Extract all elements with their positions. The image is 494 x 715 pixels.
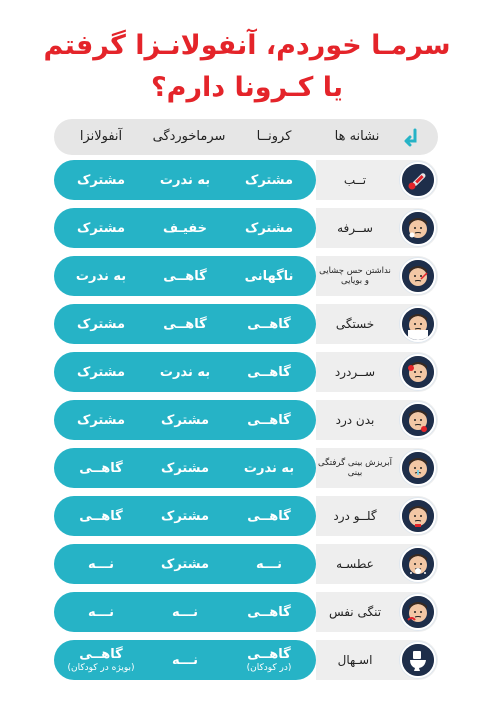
cold-value bbox=[146, 256, 224, 296]
values-pill bbox=[54, 208, 316, 248]
covid-value bbox=[230, 400, 308, 440]
table-row bbox=[54, 400, 438, 440]
symptom-cell bbox=[316, 496, 438, 536]
covid-value bbox=[230, 256, 308, 296]
table-row bbox=[54, 256, 438, 296]
table-row bbox=[54, 496, 438, 536]
down-right-arrow-icon bbox=[402, 127, 422, 147]
cold-value bbox=[146, 640, 224, 680]
flu-value bbox=[62, 592, 140, 632]
covid-value bbox=[230, 448, 308, 488]
covid-value bbox=[230, 496, 308, 536]
table-row bbox=[54, 304, 438, 344]
flu-value bbox=[62, 208, 140, 248]
symptom-label: اسـهال bbox=[337, 653, 373, 667]
covid-value-text: مشترک bbox=[245, 220, 293, 236]
symptom-cell bbox=[316, 592, 438, 632]
flu-note: (بویژه در کودکان) bbox=[67, 663, 135, 673]
cold-value-text: خفیـف bbox=[163, 220, 207, 236]
cold-value-text: مشترک bbox=[161, 460, 209, 476]
symptom-cell bbox=[316, 160, 438, 200]
header-symptoms: نشانه ها bbox=[334, 129, 380, 144]
covid-value-text: گاهــی bbox=[247, 604, 291, 620]
shortness-of-breath-icon bbox=[400, 594, 436, 630]
covid-note: (در کودکان) bbox=[246, 663, 292, 673]
values-pill bbox=[54, 592, 316, 632]
covid-value-text: گاهــی bbox=[247, 316, 291, 332]
symptom-cell bbox=[316, 448, 438, 488]
header-covid: کرونــا bbox=[256, 129, 292, 144]
symptom-label: تــب bbox=[343, 173, 367, 187]
symptom-label: خستگی bbox=[335, 317, 375, 331]
covid-value bbox=[230, 592, 308, 632]
symptom-label: آبریزش بینی گرفتگی بینی bbox=[318, 458, 392, 478]
symptom-label: عطسـه bbox=[336, 557, 374, 571]
flu-value-text: مشترک bbox=[77, 364, 125, 380]
symptom-label: گلــو درد bbox=[333, 509, 377, 523]
header-cold: سرماخوردگی bbox=[152, 129, 226, 144]
covid-value-text: ناگهانی bbox=[244, 268, 294, 284]
symptom-label: ســردرد bbox=[334, 365, 376, 379]
values-pill bbox=[54, 640, 316, 680]
cold-value-text: مشترک bbox=[161, 508, 209, 524]
cold-value bbox=[146, 352, 224, 392]
covid-value bbox=[230, 160, 308, 200]
cold-value-text: نـــه bbox=[171, 604, 199, 620]
flu-value bbox=[62, 304, 140, 344]
cold-value bbox=[146, 160, 224, 200]
covid-value-text: گاهــی bbox=[247, 412, 291, 428]
table-row bbox=[54, 448, 438, 488]
values-pill bbox=[54, 544, 316, 584]
table-row bbox=[54, 592, 438, 632]
flu-value-text: مشترک bbox=[77, 220, 125, 236]
flu-value bbox=[62, 640, 140, 680]
page-subtitle: یا کـرونا دارم؟ bbox=[151, 72, 343, 103]
flu-value bbox=[62, 544, 140, 584]
cold-value bbox=[146, 544, 224, 584]
covid-value-text: نـــه bbox=[255, 556, 283, 572]
sore-throat-icon bbox=[400, 498, 436, 534]
flu-value-text: مشترک bbox=[77, 316, 125, 332]
values-pill bbox=[54, 400, 316, 440]
cold-value-text: مشترک bbox=[161, 412, 209, 428]
covid-value-text: گاهــی bbox=[247, 364, 291, 380]
symptom-cell bbox=[316, 400, 438, 440]
symptom-cell bbox=[316, 544, 438, 584]
values-pill bbox=[54, 496, 316, 536]
flu-value bbox=[62, 160, 140, 200]
cold-value bbox=[146, 304, 224, 344]
values-pill bbox=[54, 256, 316, 296]
sneeze-icon bbox=[400, 546, 436, 582]
symptom-label: نداشتن حس چشایی و بویایی bbox=[319, 266, 391, 286]
header-flu: آنفولانزا bbox=[79, 129, 123, 144]
values-pill bbox=[54, 352, 316, 392]
table-row bbox=[54, 640, 438, 680]
values-pill bbox=[54, 448, 316, 488]
table-row bbox=[54, 544, 438, 584]
headache-face-icon bbox=[400, 354, 436, 390]
table-row bbox=[54, 208, 438, 248]
flu-value-text: گاهــی bbox=[79, 460, 123, 476]
symptom-cell bbox=[316, 352, 438, 392]
covid-value bbox=[230, 352, 308, 392]
covid-value-text: به ندرت bbox=[243, 460, 295, 476]
covid-value-text: گاهــی bbox=[247, 647, 291, 662]
flu-value bbox=[62, 400, 140, 440]
flu-value bbox=[62, 256, 140, 296]
runny-nose-icon bbox=[400, 450, 436, 486]
symptom-cell bbox=[316, 208, 438, 248]
tired-face-icon bbox=[400, 306, 436, 342]
flu-value bbox=[62, 496, 140, 536]
symptom-cell bbox=[316, 304, 438, 344]
body-ache-icon bbox=[400, 402, 436, 438]
table-header bbox=[54, 119, 438, 155]
toilet-icon bbox=[400, 642, 436, 678]
covid-value bbox=[230, 544, 308, 584]
covid-value-text: گاهــی bbox=[247, 508, 291, 524]
flu-value-text: گاهــی bbox=[79, 508, 123, 524]
covid-value-text: مشترک bbox=[245, 172, 293, 188]
flu-value-text: به ندرت bbox=[75, 268, 127, 284]
coughing-face-icon bbox=[400, 210, 436, 246]
cold-value bbox=[146, 496, 224, 536]
flu-value bbox=[62, 352, 140, 392]
covid-value bbox=[230, 304, 308, 344]
cold-value-text: گاهــی bbox=[163, 268, 207, 284]
cold-value bbox=[146, 592, 224, 632]
flu-value-text: نـــه bbox=[87, 604, 115, 620]
page-title: سرمـا خوردم، آنفولانـزا گرفتم bbox=[43, 30, 451, 61]
cold-value-text: مشترک bbox=[161, 556, 209, 572]
flu-value bbox=[62, 448, 140, 488]
no-smell-face-icon bbox=[400, 258, 436, 294]
values-pill bbox=[54, 160, 316, 200]
table-row bbox=[54, 160, 438, 200]
symptom-label: تنگی نفس bbox=[328, 605, 382, 619]
symptom-label: بدن درد bbox=[335, 413, 375, 427]
table-row bbox=[54, 352, 438, 392]
cold-value-text: به ندرت bbox=[159, 364, 211, 380]
symptom-cell bbox=[316, 640, 438, 680]
cold-value-text: گاهــی bbox=[163, 316, 207, 332]
covid-value bbox=[230, 208, 308, 248]
symptom-label: ســرفه bbox=[337, 221, 373, 235]
flu-value-text: مشترک bbox=[77, 172, 125, 188]
thermometer-icon bbox=[400, 162, 436, 198]
flu-value-text: نـــه bbox=[87, 556, 115, 572]
values-pill bbox=[54, 304, 316, 344]
symptom-cell bbox=[316, 256, 438, 296]
cold-value-text: نـــه bbox=[171, 652, 199, 668]
cold-value bbox=[146, 400, 224, 440]
cold-value-text: به ندرت bbox=[159, 172, 211, 188]
flu-value-text: مشترک bbox=[77, 412, 125, 428]
flu-value-text: گاهــی bbox=[79, 647, 123, 662]
cold-value bbox=[146, 448, 224, 488]
covid-value bbox=[230, 640, 308, 680]
cold-value bbox=[146, 208, 224, 248]
